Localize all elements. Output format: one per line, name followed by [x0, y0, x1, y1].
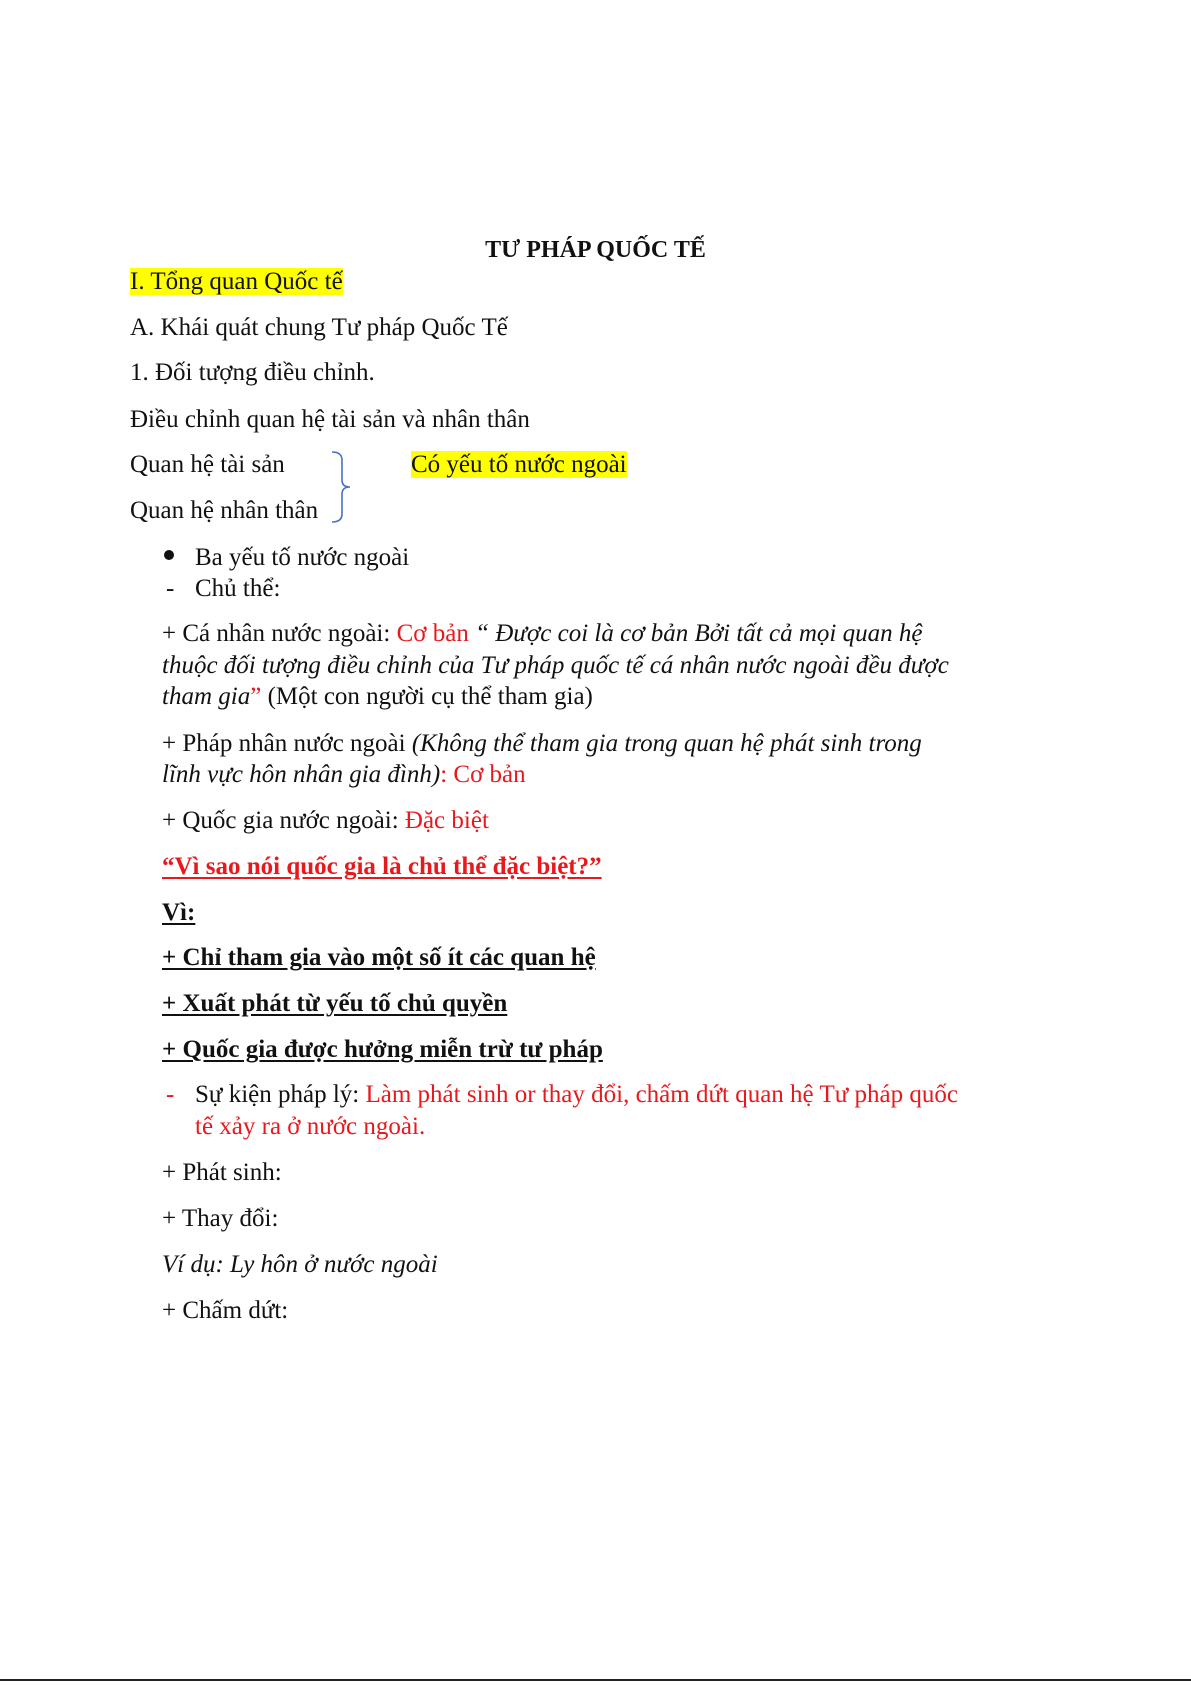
heading-tong-quan [130, 265, 343, 299]
question-line: “Vì sao nói quốc gia là chủ thể đặc biệt?” [162, 853, 602, 880]
reason-item: + Chỉ tham gia vào một số ít các quan hệ [162, 944, 596, 971]
phap-nhan-prefix: + Pháp nhân nước ngoài [162, 730, 412, 757]
reason-item: + Quốc gia được hưởng miễn trừ tư pháp [162, 1036, 603, 1063]
cham-dut: + Chấm dứt: [162, 1297, 289, 1324]
ca-nhan-prefix: + Cá nhân nước ngoài: [162, 620, 397, 647]
heading-tong-quan-text: I. Tổng quan Quốc tế [130, 268, 343, 295]
right-brace-icon [330, 450, 354, 524]
phap-nhan-italic-2: lĩnh vực hôn nhân gia đình) [162, 761, 441, 788]
heading-doi-tuong: 1. Đối tượng điều chỉnh. [130, 359, 375, 386]
thay-doi: + Thay đổi: [162, 1205, 279, 1232]
line-dieu-chinh: Điều chỉnh quan hệ tài sản và nhân thân [130, 406, 530, 433]
phap-nhan-colon: : [440, 761, 454, 788]
ca-nhan-italic-3: tham gia [162, 683, 251, 710]
dash-marker-red: - [166, 1081, 175, 1108]
vi-du: Ví dụ: Ly hôn ở nước ngoài [162, 1251, 438, 1278]
page-bottom-border [0, 1679, 1191, 1681]
ca-nhan-suffix: (Một con người cụ thể tham gia) [261, 683, 593, 710]
quan-he-nhan-than: Quan hệ nhân thân [130, 497, 319, 524]
quan-he-tai-san: Quan hệ tài sản [130, 451, 285, 478]
phat-sinh: + Phát sinh: [162, 1159, 282, 1186]
su-kien-line-1 [195, 1078, 958, 1112]
ca-nhan-line-3 [162, 680, 593, 714]
dash-chu-the: Chủ thể: [195, 575, 281, 602]
ca-nhan-italic-1: “ Được coi là cơ bản Bởi tất cả mọi quan hệ [468, 620, 923, 647]
phap-nhan-line-1 [162, 727, 922, 761]
vi-label: Vì: [162, 899, 196, 926]
yeu-to-nuoc-ngoai-text: Có yếu tố nước ngoài [411, 451, 627, 478]
su-kien-line-2: tế xảy ra ở nước ngoài. [195, 1113, 426, 1140]
quoc-gia-dac-biet: Đặc biệt [404, 807, 489, 834]
phap-nhan-italic-1: (Không thể tham gia trong quan hệ phát sinh trong [411, 730, 922, 757]
su-kien-prefix: Sự kiện pháp lý: [195, 1081, 366, 1108]
reason-item: + Xuất phát từ yếu tố chủ quyền [162, 990, 508, 1017]
quoc-gia-prefix: + Quốc gia nước ngoài: [162, 807, 405, 834]
page-title: TƯ PHÁP QUỐC TẾ [485, 237, 706, 263]
bullet-icon [164, 550, 174, 560]
quoc-gia-line [162, 804, 489, 838]
heading-khai-quat: A. Khái quát chung Tư pháp Quốc Tế [130, 314, 508, 341]
su-kien-red-1: Làm phát sinh or thay đổi, chấm dứt quan hệ Tư pháp quốc [365, 1081, 958, 1108]
ca-nhan-co-ban: Cơ bản [396, 620, 469, 647]
phap-nhan-line-2 [162, 758, 526, 792]
dash-marker: - [166, 575, 175, 602]
ca-nhan-line-2: thuộc đối tượng điều chỉnh của Tư pháp quốc tế cá nhân nước ngoài đều được [162, 652, 949, 679]
phap-nhan-co-ban: Cơ bản [453, 761, 526, 788]
yeu-to-nuoc-ngoai [411, 448, 627, 482]
ca-nhan-line-1 [162, 617, 922, 651]
bullet-ba-yeu-to: Ba yếu tố nước ngoài [195, 544, 410, 571]
ca-nhan-quote-close: ” [250, 683, 262, 710]
